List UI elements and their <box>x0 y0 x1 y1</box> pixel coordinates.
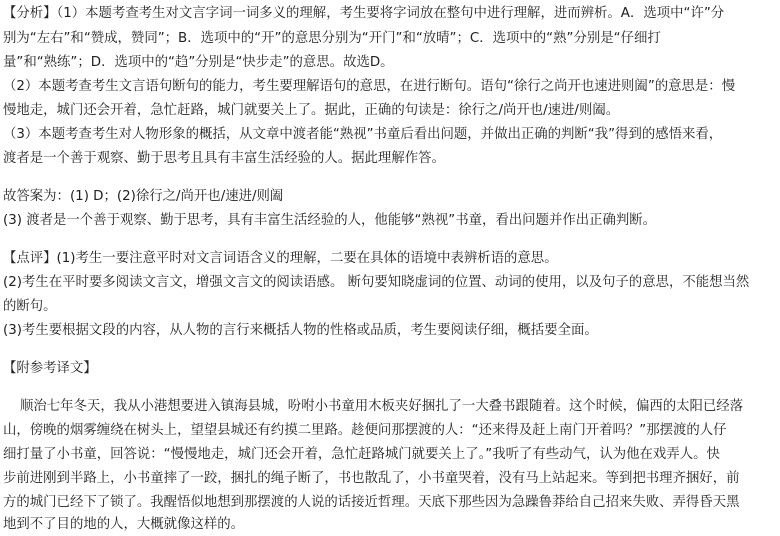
analysis-line-5: 慢地走，城门还会开着，急忙赶路，城门就要关上了。据此，正确的句读是：徐行之/尚开也/速进/则阖。 <box>3 103 620 118</box>
translation-line-3: 细打量了小书童，回答说：“慢慢地走，城门还会开着，急忙赶路城门就要关上了。”我听了有些动气，认为他在戏弄人。快 <box>3 447 720 462</box>
comment-line-1: 【点评】(1)考生一要注意平时对文言词语含义的理解，二要在具体的语境中表辨析语的意思。 <box>3 251 558 266</box>
comment-line-3: 的断句。 <box>3 299 57 314</box>
answer-line-2: (3) 渡者是一个善于观察、勤于思考，具有丰富生活经验的人，他能够“熟视”书童，看出问题并作出正确判断。 <box>3 213 657 228</box>
comment-line-2: (2)考生在平时要多阅读文言文，增强文言文的阅读语感。 断句要知晓虚词的位置、动词的使用，以及句子的意思，不能想当然 <box>3 275 750 290</box>
translation-heading: 【附参考译文】 <box>3 361 97 376</box>
analysis-line-4: （2）本题考查考生文言语句断句的能力，考生要理解语句的意思，在进行断句。语句“徐行之尚开也速进则阖”的意思是：慢 <box>3 79 736 94</box>
analysis-line-3: 量”和“熟练”；D．选项中的“趋”分别是“快步走”的意思。故选D。 <box>3 55 394 70</box>
translation-line-2: 山，傍晚的烟雾缠绕在树头上，望望县城还有约摸二里路。趁便问那摆渡的人：“还来得及赶上南门开着吗？”那摆渡的人仔 <box>3 423 727 438</box>
analysis-line-7: 渡者是一个善于观察、勤于思考且具有丰富生活经验的人。据此理解作答。 <box>3 151 445 166</box>
translation-line-5: 方的城门已经下了锁了。我醒悟似地想到那摆渡的人说的话接近哲理。天底下那些因为急躁鲁莽给自己招来失败、弄得昏天黑 <box>3 495 740 510</box>
analysis-line-6: （3）本题考查考生对人物形象的概括，从文章中渡者能“熟视”书童后看出问题，并做出正确的判断“我”得到的感悟来看， <box>3 127 723 142</box>
analysis-line-2: 别为“左右”和“赞成，赞同”；B．选项中的“开”的意思分别为“开门”和“放晴”；C．选项中的“熟”分别是“仔细打 <box>3 31 661 46</box>
comment-line-4: (3)考生要根据文段的内容，从人物的言行来概括人物的性格或品质，考生要阅读仔细，概括要全面。 <box>3 323 598 338</box>
analysis-line-1: 【分析】（1）本题考查考生对文言字词一词多义的理解，考生要将字词放在整句中进行理解，进而辨析。A．选项中“许”分 <box>3 6 725 21</box>
translation-line-1: 顺治七年冬天，我从小港想要进入镇海县城，吩咐小书童用木板夹好捆扎了一大叠书跟随着。这个时候，偏西的太阳已经落 <box>20 399 744 414</box>
answer-line-1: 故答案为：(1) D；(2)徐行之/尚开也/速进/则阖 <box>3 189 284 204</box>
translation-line-6: 地到不了目的地的人，大概就像这样的。 <box>3 517 245 532</box>
translation-line-4: 步前进刚到半路上，小书童摔了一跤，捆扎的绳子断了，书也散乱了，小书童哭着，没有马上站起来。等到把书理齐捆好，前 <box>3 471 740 486</box>
